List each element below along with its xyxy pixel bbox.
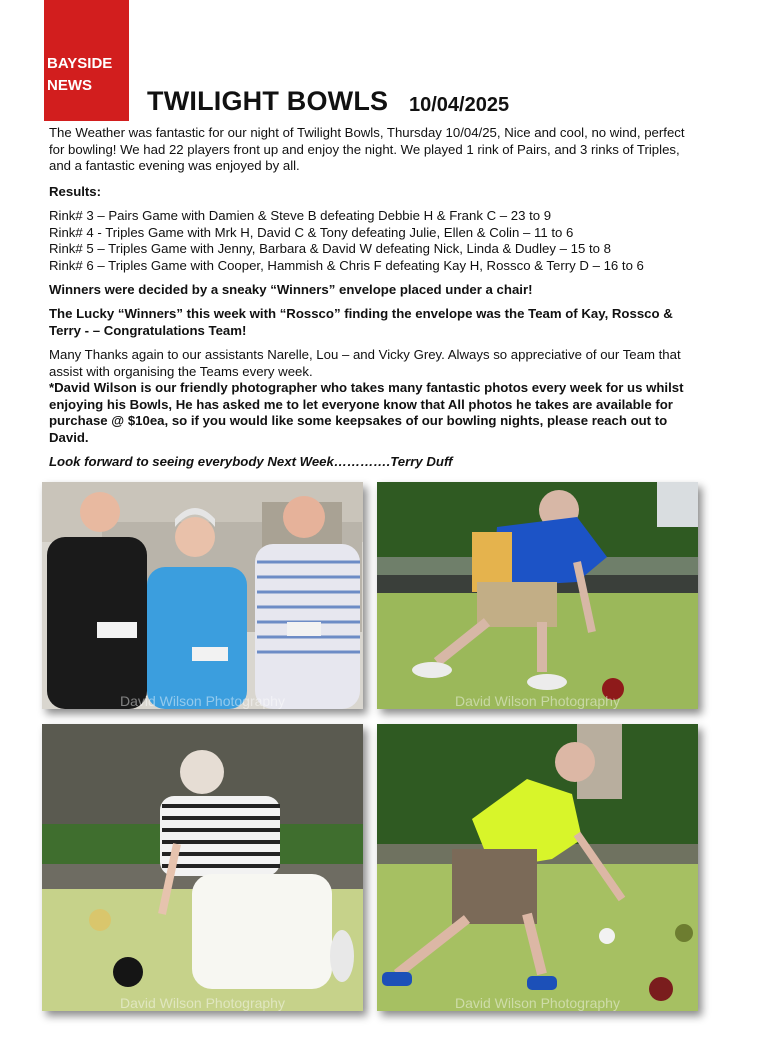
bowler-yellow-shirt-photo	[377, 724, 698, 1011]
badge-line-2: NEWS	[47, 77, 92, 94]
photo-watermark: David Wilson Photography	[120, 995, 285, 1011]
result-item: Rink# 6 – Triples Game with Cooper, Hammish & Chris F defeating Kay H, Rossco & Terry D – 16 to 6	[49, 257, 644, 273]
thanks-paragraph: Many Thanks again to our assistants Narelle, Lou – and Vicky Grey. Always so appreciative of our Team that assist with organising the Teams every week.	[49, 347, 681, 379]
winners-team-photo	[42, 482, 363, 709]
issue-date: 10/04/2025	[409, 94, 510, 116]
result-item: Rink# 4 - Triples Game with Mrk H, David C & Tony defeating Julie, Ellen & Colin – 11 to 6	[49, 224, 574, 240]
photo-watermark: David Wilson Photography	[455, 693, 620, 709]
photographer-note: *David Wilson is our friendly photographer who takes many fantastic photos every week for us whilst enjoying his Bowls, He has asked me to let everyone know that All photos he takes are available for purchase @ $10ea, so if you would like some keepsakes of our bowling nights, please reach out to David.	[49, 380, 684, 445]
bowler-blue-shirt-photo	[377, 482, 698, 709]
badge-line-1: BAYSIDE	[47, 55, 113, 72]
intro-paragraph: The Weather was fantastic for our night of Twilight Bowls, Thursday 10/04/25, Nice and cool, no wind, perfect for bowling! We had 22 players front up and enjoy the night. We played 1 rink of Pairs, and 3 rinks of Triples, and a fantastic evening was enjoyed by all.	[49, 125, 685, 174]
bayside-news-badge	[44, 0, 129, 121]
results-heading: Results:	[49, 184, 102, 199]
result-item: Rink# 5 – Triples Game with Jenny, Barbara & David W defeating Nick, Linda & Dudley – 15 to 8	[49, 241, 611, 257]
winners-note: Winners were decided by a sneaky “Winners” envelope placed under a chair!	[49, 282, 533, 297]
results-list	[49, 208, 699, 274]
photo-watermark: David Wilson Photography	[455, 995, 620, 1011]
bowler-striped-shirt-photo	[42, 724, 363, 1011]
photo-watermark: David Wilson Photography	[120, 693, 285, 709]
signoff: Look forward to seeing everybody Next Week………….Terry Duff	[49, 454, 453, 469]
lucky-winners: The Lucky “Winners” this week with “Rossco” finding the envelope was the Team of Kay, Rossco & Terry - – Congratulations Team!	[49, 306, 673, 338]
page-title: TWILIGHT BOWLS	[147, 86, 389, 116]
result-item: Rink# 3 – Pairs Game with Damien & Steve B defeating Debbie H & Frank C – 23 to 9	[49, 208, 552, 223]
